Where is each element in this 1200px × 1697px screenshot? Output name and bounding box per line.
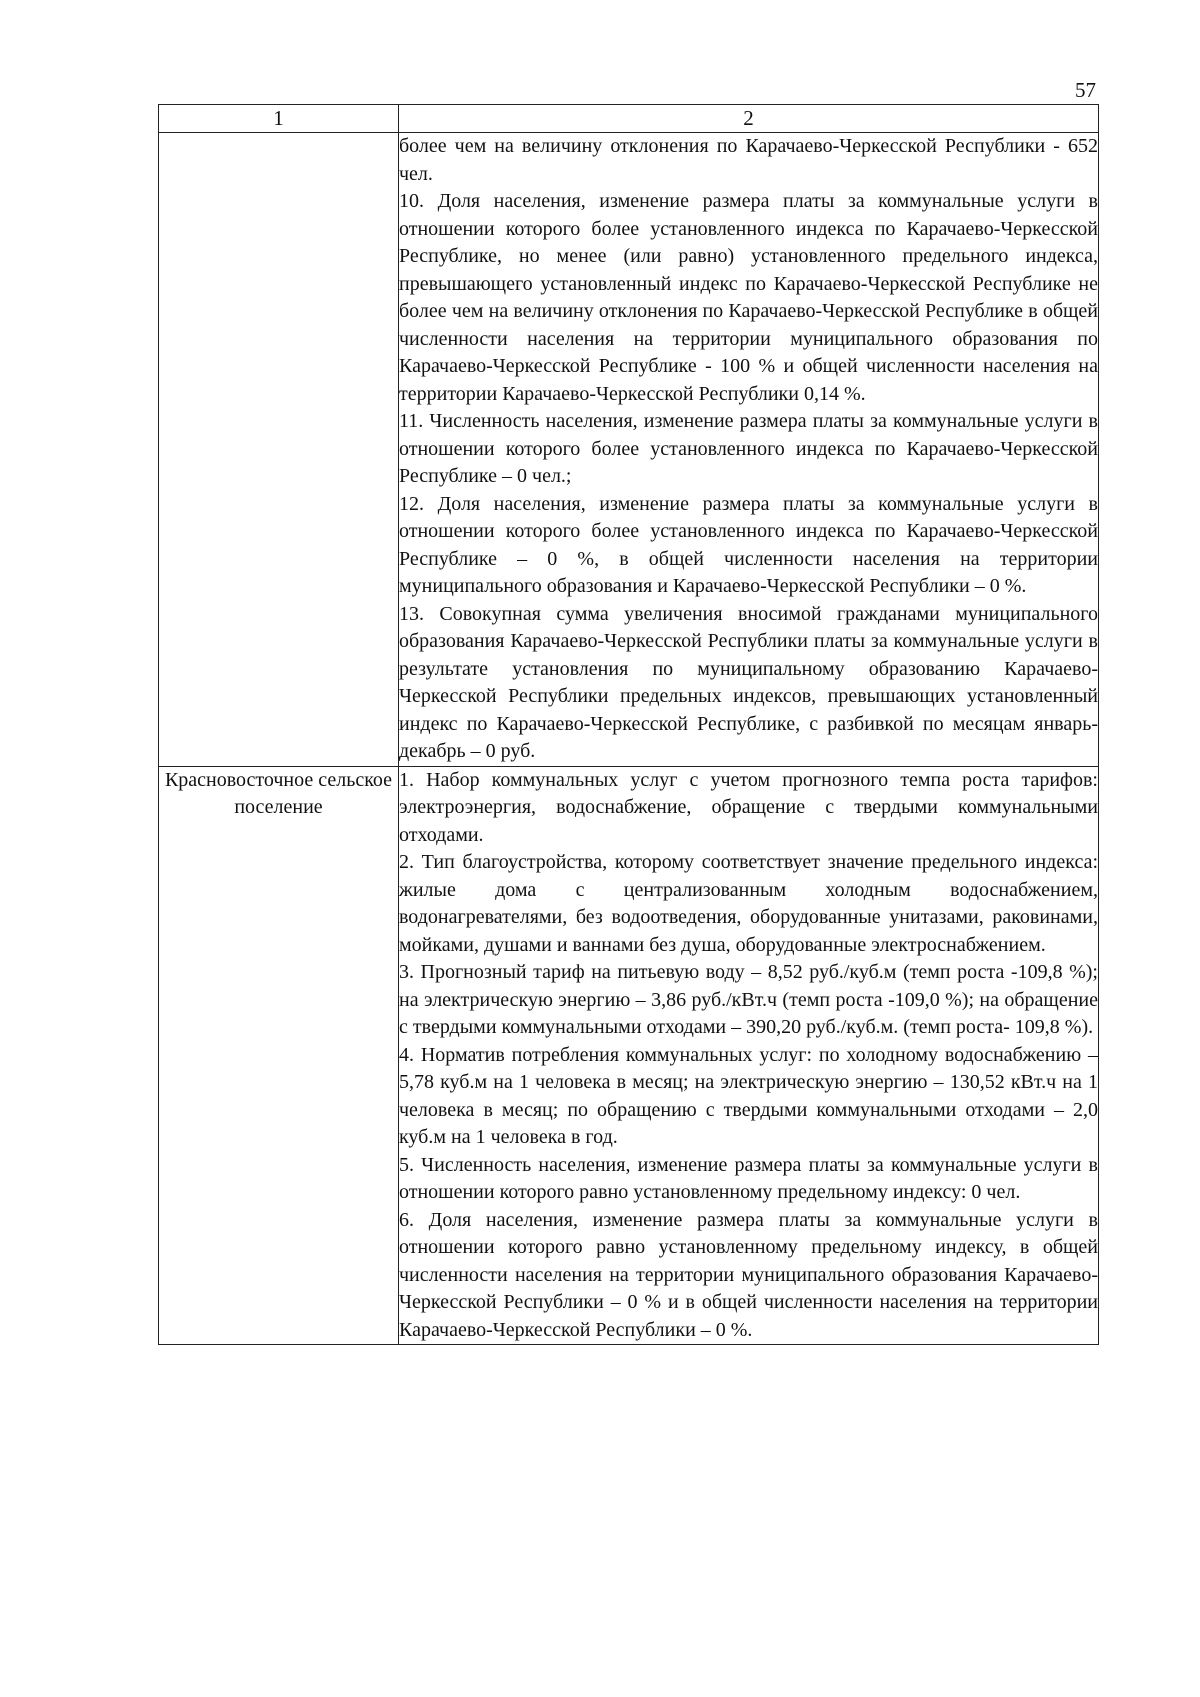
indicator-paragraph: 12. Доля населения, изменение размера платы за коммунальные услуги в отношении которого более установленного индекса по Карачаево-Черкесской Республике – 0 %, в общей численности населения на территории муниципального образования и Карачаево-Черкесской Республики – 0 %.	[399, 492, 1098, 597]
column-header-1: 1	[159, 105, 399, 133]
settlement-name-cell: Красновосточное сельское поселение	[159, 766, 399, 1345]
indicator-paragraph: 1. Набор коммунальных услуг с учетом прогнозного темпа роста тарифов: электроэнергия, водоснабжение, обращение с твердыми коммунальными отходами.	[399, 768, 1098, 846]
table-header-row	[159, 105, 1099, 133]
page-number: 57	[1075, 78, 1096, 102]
indicator-paragraph: 6. Доля населения, изменение размера платы за коммунальные услуги в отношении которого равно установленному предельному индексу, в общей численности населения на территории муниципального образования Карачаево-Черкесской Республики – 0 % и в общей численности населения на территории Карачаево-Черкесской Республики – 0 %.	[399, 1208, 1098, 1341]
indicator-paragraph: более чем на величину отклонения по Карачаево-Черкесской Республики - 652 чел.	[399, 135, 1098, 185]
indicator-paragraph: 13. Совокупная сумма увеличения вносимой гражданами муниципального образования Карачаево-Черкесской Республики платы за коммунальные услуги в результате установления по муниципальному образованию Карачаево-Черкесской Республики предельных индексов, превышающих установленный индекс по Карачаево-Черкесской Республике, с разбивкой по месяцам январь-декабрь – 0 руб.	[399, 602, 1098, 762]
table-row	[159, 133, 1099, 767]
indicator-paragraph: 4. Норматив потребления коммунальных услуг: по холодному водоснабжению – 5,78 куб.м на 1 человека в месяц; на электрическую энергию – 130,52 кВт.ч на 1 человека в месяц; по обращению с твердыми коммунальными отходами – 2,0 куб.м на 1 человека в год.	[399, 1043, 1098, 1148]
table-row	[159, 766, 1099, 1345]
settlement-name-cell	[159, 133, 399, 767]
indicators-cell	[399, 766, 1099, 1345]
document-table	[158, 104, 1099, 1345]
indicator-paragraph: 5. Численность населения, изменение размера платы за коммунальные услуги в отношении которого равно установленному предельному индексу: 0 чел.	[399, 1153, 1098, 1203]
indicator-paragraph: 11. Численность населения, изменение размера платы за коммунальные услуги в отношении которого более установленного индекса по Карачаево-Черкесской Республике – 0 чел.;	[399, 410, 1098, 487]
indicator-paragraph: 10. Доля населения, изменение размера платы за коммунальные услуги в отношении которого более установленного индекса по Карачаево-Черкесской Республике, но менее (или равно) установленного предельного индекса, превышающего установленный индекс по Карачаево-Черкесской Республике не более чем на величину отклонения по Карачаево-Черкесской Республике в общей численности населения на территории муниципального образования по Карачаево-Черкесской Республике - 100 % и общей численности населения на территории Карачаево-Черкесской Республики 0,14 %.	[399, 190, 1098, 405]
indicator-paragraph: 3. Прогнозный тариф на питьевую воду – 8,52 руб./куб.м (темп роста -109,8 %); на электрическую энергию – 3,86 руб./кВт.ч (темп роста -109,0 %); на обращение с твердыми коммунальными отходами – 390,20 руб./куб.м. (темп роста- 109,8 %).	[399, 961, 1098, 1038]
indicator-paragraph: 2. Тип благоустройства, которому соответствует значение предельного индекса: жилые дома с централизованным холодным водоснабжением, водонагревателями, без водоотведения, оборудованные унитазами, раковинами, мойками, душами и ваннами без душа, оборудованные электроснабжением.	[399, 851, 1098, 956]
indicators-cell	[399, 133, 1099, 767]
column-header-2: 2	[399, 105, 1099, 133]
